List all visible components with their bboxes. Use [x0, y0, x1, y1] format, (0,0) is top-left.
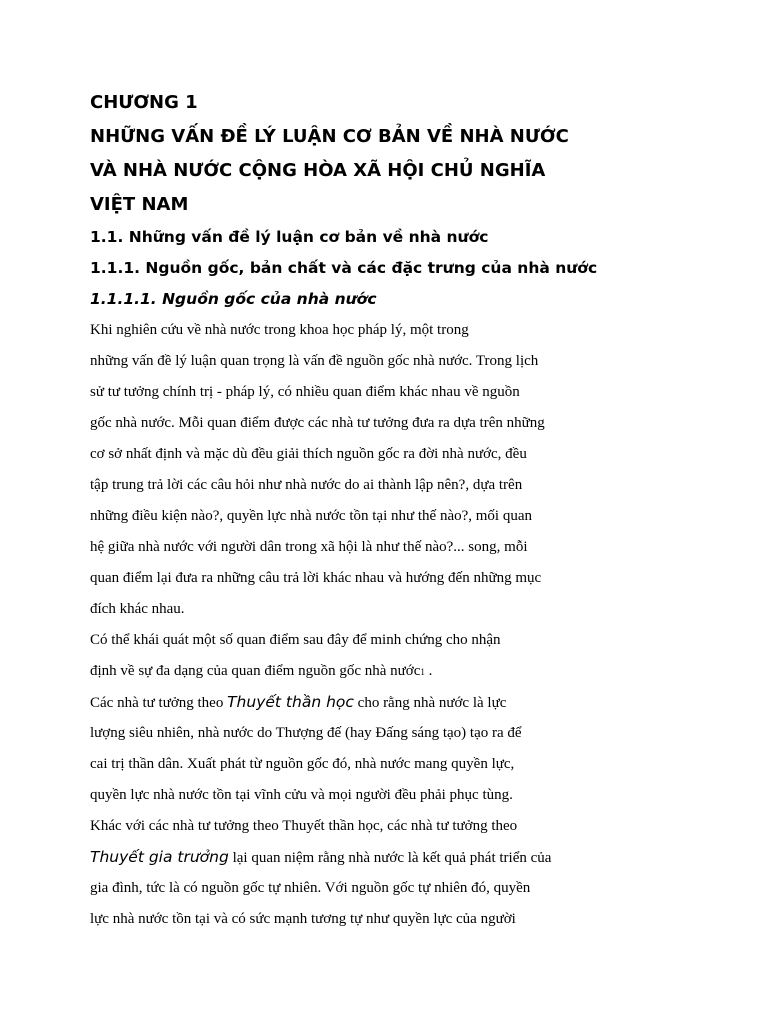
text-line — [90, 842, 730, 873]
text-line: Có thể khái quát một số quan điểm sau đây để minh chứng cho nhận — [90, 632, 501, 648]
paragraph-origin-intro — [90, 315, 730, 625]
text-line: Khác với các nhà tư tưởng theo Thuyết thần học, các nhà tư tưởng theo — [90, 818, 518, 834]
text-fragment: cho rằng nhà nước là lực — [353, 695, 507, 711]
text-line: cai trị thần dân. Xuất phát từ nguồn gốc đó, nhà nước mang quyền lực, — [90, 756, 515, 772]
text-line: tập trung trả lời các câu hỏi như nhà nước do ai thành lập nên?, dựa trên — [90, 477, 523, 493]
text-line: quyền lực nhà nước tồn tại vĩnh cửu và mọi người đều phải phục tùng. — [90, 787, 513, 803]
section-heading-1-1: 1.1. Những vấn đề lý luận cơ bản về nhà nước — [90, 228, 489, 246]
document-page — [90, 86, 730, 935]
paragraph-patriarchal-theory — [90, 811, 730, 935]
text-line: lượng siêu nhiên, nhà nước do Thượng đế (hay Đấng sáng tạo) tạo ra để — [90, 725, 522, 741]
text-line: Khi nghiên cứu về nhà nước trong khoa học pháp lý, một trong — [90, 322, 469, 338]
text-line — [90, 656, 730, 687]
text-line: hệ giữa nhà nước với người dân trong xã hội là như thế nào?... song, mỗi — [90, 539, 528, 555]
text-fragment: . — [424, 663, 433, 679]
text-line: đích khác nhau. — [90, 601, 185, 617]
chapter-number: CHƯƠNG 1 — [90, 92, 198, 113]
text-line: quan điểm lại đưa ra những câu trả lời khác nhau và hướng đến những mục — [90, 570, 542, 586]
text-line: gốc nhà nước. Mỗi quan điểm được các nhà tư tưởng đưa ra dựa trên những — [90, 415, 545, 431]
paragraph-theology-theory — [90, 687, 730, 811]
text-fragment: lại quan niệm rằng nhà nước là kết quả phát triển của — [228, 850, 552, 866]
section-heading-1-1-1-1: 1.1.1.1. Nguồn gốc của nhà nước — [90, 290, 377, 308]
text-line: những điều kiện nào?, quyền lực nhà nước tồn tại như thế nào?, mối quan — [90, 508, 533, 524]
chapter-title-line: VÀ NHÀ NƯỚC CỘNG HÒA XÃ HỘI CHỦ NGHĨA — [90, 160, 546, 181]
text-line: gia đình, tức là có nguồn gốc tự nhiên. Với nguồn gốc tự nhiên đó, quyền — [90, 880, 531, 896]
text-fragment: định về sự đa dạng của quan điểm nguồn gốc nhà nước — [90, 663, 421, 679]
chapter-title-line: VIỆT NAM — [90, 194, 189, 215]
text-line: những vấn đề lý luận quan trọng là vấn đề nguồn gốc nhà nước. Trong lịch — [90, 353, 539, 369]
theory-term: Thuyết gia trưởng — [90, 848, 229, 866]
chapter-title-line: NHỮNG VẤN ĐỀ LÝ LUẬN CƠ BẢN VỀ NHÀ NƯỚC — [90, 126, 569, 147]
theory-term: Thuyết thần học — [227, 693, 354, 711]
text-line — [90, 687, 730, 718]
paragraph-diversity — [90, 625, 730, 687]
text-line: sử tư tưởng chính trị - pháp lý, có nhiều quan điểm khác nhau về nguồn — [90, 384, 520, 400]
text-line: cơ sở nhất định và mặc dù đều giải thích nguồn gốc ra đời nhà nước, đều — [90, 446, 527, 462]
text-line: lực nhà nước tồn tại và có sức mạnh tương tự như quyền lực của người — [90, 911, 516, 927]
footnote-reference[interactable]: 1 — [420, 667, 425, 677]
text-fragment: Các nhà tư tưởng theo — [90, 695, 228, 711]
section-heading-1-1-1: 1.1.1. Nguồn gốc, bản chất và các đặc trưng của nhà nước — [90, 259, 598, 277]
